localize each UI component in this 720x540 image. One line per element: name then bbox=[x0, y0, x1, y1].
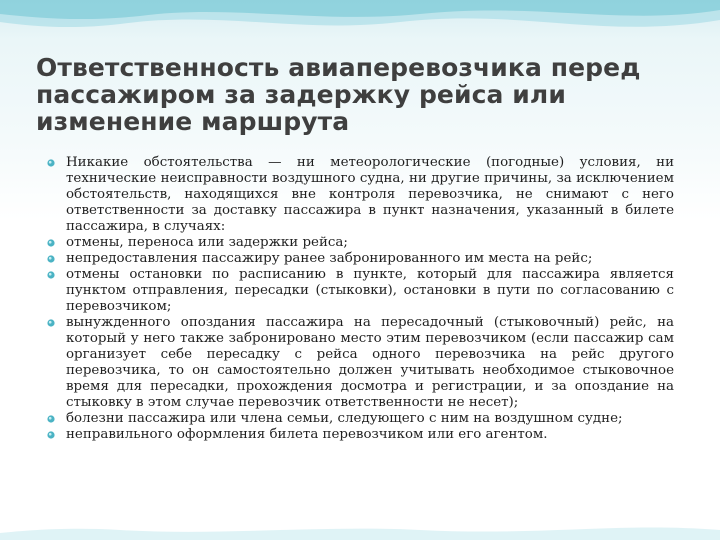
bottom-wave-decoration bbox=[0, 500, 720, 540]
list-item bbox=[46, 235, 674, 251]
list-item-text: непредоставления пассажиру ранее забронированного им места на рейс; bbox=[66, 251, 593, 266]
list-item bbox=[46, 267, 674, 315]
bullet-icon bbox=[46, 158, 58, 170]
bullet-list bbox=[46, 155, 674, 443]
list-item-text: Никакие обстоятельства — ни метеорологические (погодные) условия, ни технические неисправности воздушного судна, ни другие причины, за исключением обстоятельств, находящихся вне контроля перевозчика, не снимают с него ответственности за доставку пассажира в пункт назначения, указанный в билете пассажира, в случаях: bbox=[66, 155, 674, 234]
list-item bbox=[46, 155, 674, 235]
bullet-icon bbox=[46, 430, 58, 442]
list-item bbox=[46, 427, 674, 443]
top-wave-decoration bbox=[0, 0, 720, 60]
list-item-text: отмены остановки по расписанию в пункте, который для пассажира является пунктом отправления, пересадки (стыковки), остановки в пути по согласованию с перевозчиком; bbox=[66, 267, 674, 314]
bullet-icon bbox=[46, 318, 58, 330]
bullet-icon bbox=[46, 254, 58, 266]
list-item bbox=[46, 315, 674, 411]
slide-title: Ответственность авиаперевозчика перед пассажиром за задержку рейса или изменение маршрута bbox=[36, 53, 641, 136]
list-item-text: отмены, переноса или задержки рейса; bbox=[66, 235, 348, 250]
bullet-icon bbox=[46, 270, 58, 282]
bullet-icon bbox=[46, 238, 58, 250]
list-item bbox=[46, 251, 674, 267]
list-item-text: вынужденного опоздания пассажира на пересадочный (стыковочный) рейс, на который у него также забронировано место этим перевозчиком (если пассажир сам организует себе пересадку с рейса одного перевозчика на рейс другого перевозчика, то он самостоятельно должен учитывать необходимое стыковочное время для пересадки, прохождения досмотра и регистрации, и за опоздание на стыковку в этом случае перевозчик ответственности не несет); bbox=[66, 315, 674, 410]
bullet-icon bbox=[46, 414, 58, 426]
list-item-text: болезни пассажира или члена семьи, следующего с ним на воздушном судне; bbox=[66, 411, 623, 426]
list-item-text: неправильного оформления билета перевозчиком или его агентом. bbox=[66, 427, 548, 442]
list-item bbox=[46, 411, 674, 427]
